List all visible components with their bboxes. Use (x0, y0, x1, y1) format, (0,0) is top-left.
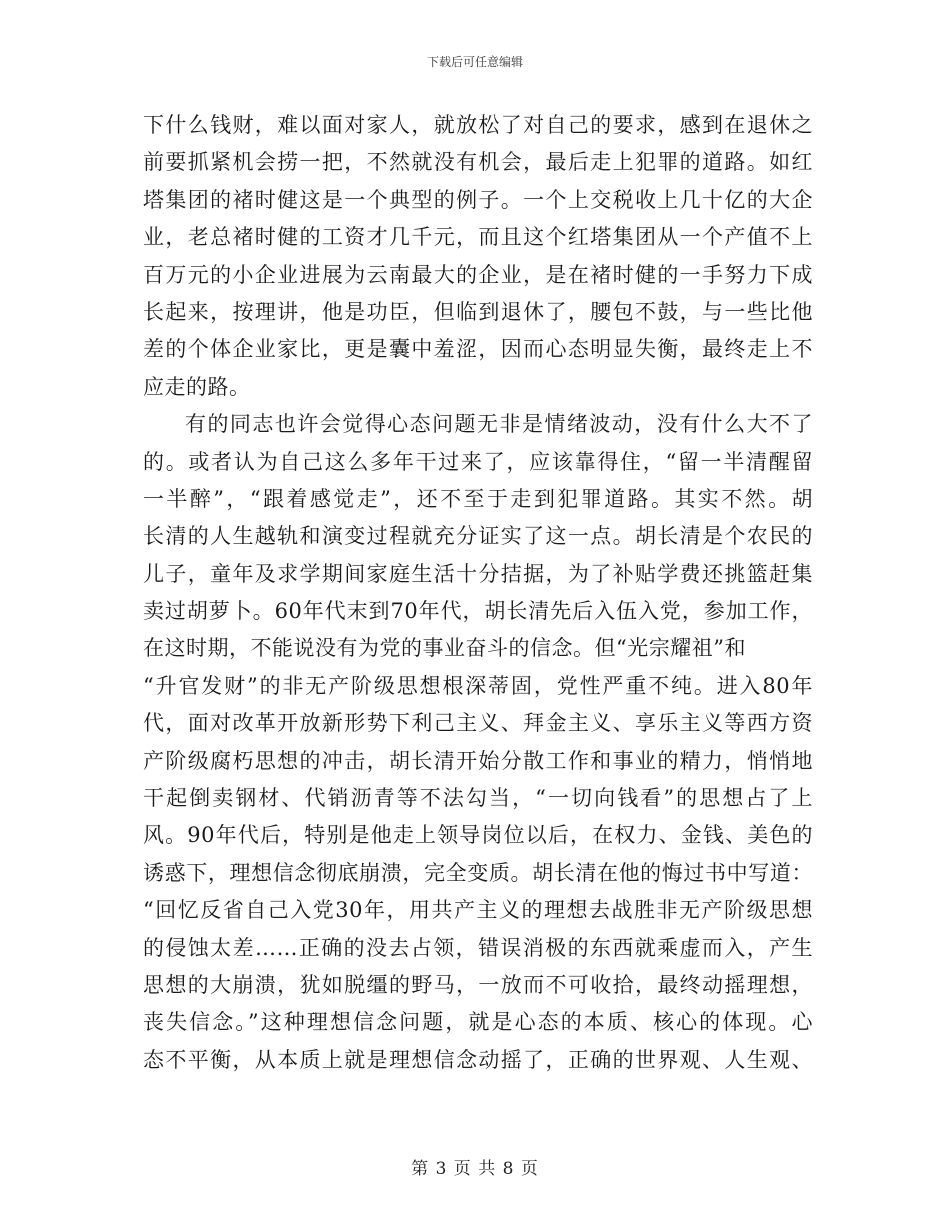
text-line: 丧失信念。”这种理想信念问题，就是心态的本质、核心的体现。心 (143, 1010, 813, 1035)
page-header: 下载后可任意编辑 (426, 55, 523, 69)
document-body (143, 107, 813, 1079)
text-line: 下什么钱财，难以面对家人，就放松了对自己的要求，感到在退休之 (143, 113, 813, 137)
text-line: 前要抓紧机会捞一把，不然就没有机会，最后走上犯罪的道路。如红 (143, 150, 813, 175)
text-line: 产阶级腐朽思想的冲击，胡长清开始分散工作和事业的精力，悄悄地 (143, 748, 813, 773)
page-footer: 第 3 页 共 8 页 (411, 1159, 539, 1179)
text-line: 长清的人生越轨和演变过程就充分证实了这一点。胡长清是个农民的 (143, 524, 813, 549)
text-line: 干起倒卖钢材、代销沥青等不法勾当，“一切向钱看”的思想占了上 (143, 786, 813, 811)
text-line: 态不平衡，从本质上就是理想信念动摇了，正确的世界观、人生观、 (143, 1047, 813, 1072)
text-line: 业，老总褚时健的工资才几千元，而且这个红塔集团从一个产值不上 (143, 225, 813, 250)
text-line: 有的同志也许会觉得心态问题无非是情绪波动，没有什么大不了 (185, 412, 813, 437)
text-line: 在这时期，不能说没有为党的事业奋斗的信念。但“光宗耀祖”和 (143, 636, 746, 661)
text-line: 百万元的小企业进展为云南最大的企业，是在褚时健的一手努力下成 (143, 262, 813, 287)
text-line: 卖过胡萝卜。60年代末到70年代，胡长清先后入伍入党，参加工作， (143, 599, 813, 624)
text-line: 应走的路。 (143, 374, 251, 399)
text-line: 差的个体企业家比，更是囊中羞涩，因而心态明显失衡，最终走上不 (143, 337, 813, 362)
text-line: 的侵蚀太差……正确的没去占领，错误消极的东西就乘虚而入，产生 (143, 935, 813, 960)
text-line: 诱惑下，理想信念彻底崩溃，完全变质。胡长清在他的悔过书中写道： (143, 860, 813, 885)
text-line: 塔集团的褚时健这是一个典型的例子。一个上交税收上几十亿的大企 (143, 187, 813, 212)
text-line: “升官发财”的非无产阶级思想根深蒂固，党性严重不纯。进入80年 (143, 673, 813, 698)
text-line: 思想的大崩溃，犹如脱缰的野马，一放而不可收拾，最终动摇理想， (143, 972, 813, 997)
text-line: “回忆反省自己入党30年，用共产主义的理想去战胜非无产阶级思想 (143, 898, 813, 923)
text-line: 代，面对改革开放新形势下利己主义、拜金主义、享乐主义等西方资 (143, 711, 813, 736)
text-line: 儿子，童年及求学期间家庭生活十分拮据，为了补贴学费还挑篮赶集 (143, 561, 813, 586)
text-line: 风。90年代后，特别是他走上领导岗位以后，在权力、金钱、美色的 (143, 823, 813, 848)
text-line: 一半醉”，“跟着感觉走”，还不至于走到犯罪道路。其实不然。胡 (143, 486, 813, 511)
text-line: 长起来，按理讲，他是功臣，但临到退休了，腰包不鼓，与一些比他 (143, 299, 813, 324)
text-line: 的。或者认为自己这么多年干过来了，应该靠得住，“留一半清醒留 (143, 449, 813, 474)
